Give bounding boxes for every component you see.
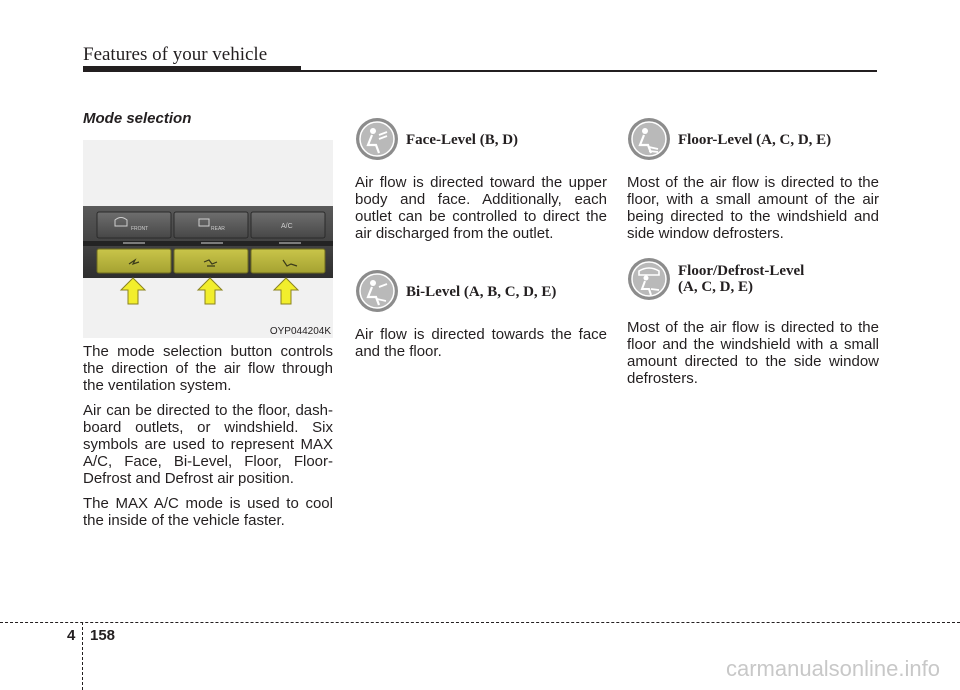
mode-label-line1: Floor/Defrost-Level — [678, 263, 805, 279]
front-label: FRONT — [131, 226, 149, 232]
mode-description: Most of the air flow is directed to the floor and the windshield with a small amount directed to the side window defrosters. — [627, 319, 879, 387]
footer-rule — [0, 622, 960, 623]
chapter-number: 4 — [67, 627, 76, 644]
mode-bi-level — [355, 269, 607, 360]
mode-label-line2: (A, C, D, E) — [678, 279, 753, 295]
arrow-up-icon-1 — [121, 278, 145, 304]
rear-defrost-button — [174, 212, 248, 238]
header-title: Features of your vehicle — [83, 44, 268, 65]
mode-description: Most of the air flow is directed to the floor, with a small amount of the air being directed to the windshield and side window defrosters. — [627, 174, 879, 242]
bi-level-icon — [355, 269, 399, 313]
arrow-up-icon-2 — [198, 278, 222, 304]
mode-floor-defrost-level — [627, 257, 879, 387]
intro-paragraph: The mode selection button controls the direction of the air flow through the ventilation system. — [83, 343, 333, 394]
section-title: Mode selection — [83, 110, 192, 127]
intro-text — [83, 343, 333, 537]
mode-label: Face-Level (B, D) — [406, 132, 519, 148]
header-rule-thin — [301, 70, 877, 72]
rear-label: REAR — [211, 226, 225, 232]
mode-description: Air flow is directed toward the upper body and face. Additionally, each outlet can be controlled to direct the air discharged from the outlet. — [355, 174, 607, 242]
mode-floor-level — [627, 117, 879, 242]
ac-label: A/C — [281, 223, 293, 230]
control-panel-figure — [83, 140, 333, 338]
face-level-icon — [355, 117, 399, 161]
intro-paragraph: The MAX A/C mode is used to cool the inside of the vehicle faster. — [83, 495, 333, 529]
mode-label: Floor-Level (A, C, D, E) — [678, 132, 832, 148]
arrow-up-icon-3 — [274, 278, 298, 304]
bilevel-mode-button — [174, 249, 248, 273]
mode-face-level — [355, 117, 607, 242]
mode-label: Bi-Level (A, B, C, D, E) — [406, 284, 557, 300]
page-number: 158 — [90, 627, 116, 644]
header-rule-thick — [83, 66, 301, 72]
floor-level-icon — [627, 117, 671, 161]
floor-defrost-level-icon — [627, 257, 671, 301]
watermark: carmanualsonline.info — [725, 656, 940, 681]
intro-paragraph: Air can be directed to the floor, dash-board outlets, or windshield. Six symbols are used to represent MAX A/C, Face, Bi-Level, Floor, Floor-Defrost and Defrost air position. — [83, 402, 333, 487]
figure-caption: OYP044204K — [269, 326, 331, 337]
control-panel-illustration — [83, 140, 333, 338]
front-defrost-button — [97, 212, 171, 238]
footer-divider — [82, 622, 83, 690]
floor-mode-button — [251, 249, 325, 273]
mode-description: Air flow is directed towards the face and the floor. — [355, 326, 607, 360]
